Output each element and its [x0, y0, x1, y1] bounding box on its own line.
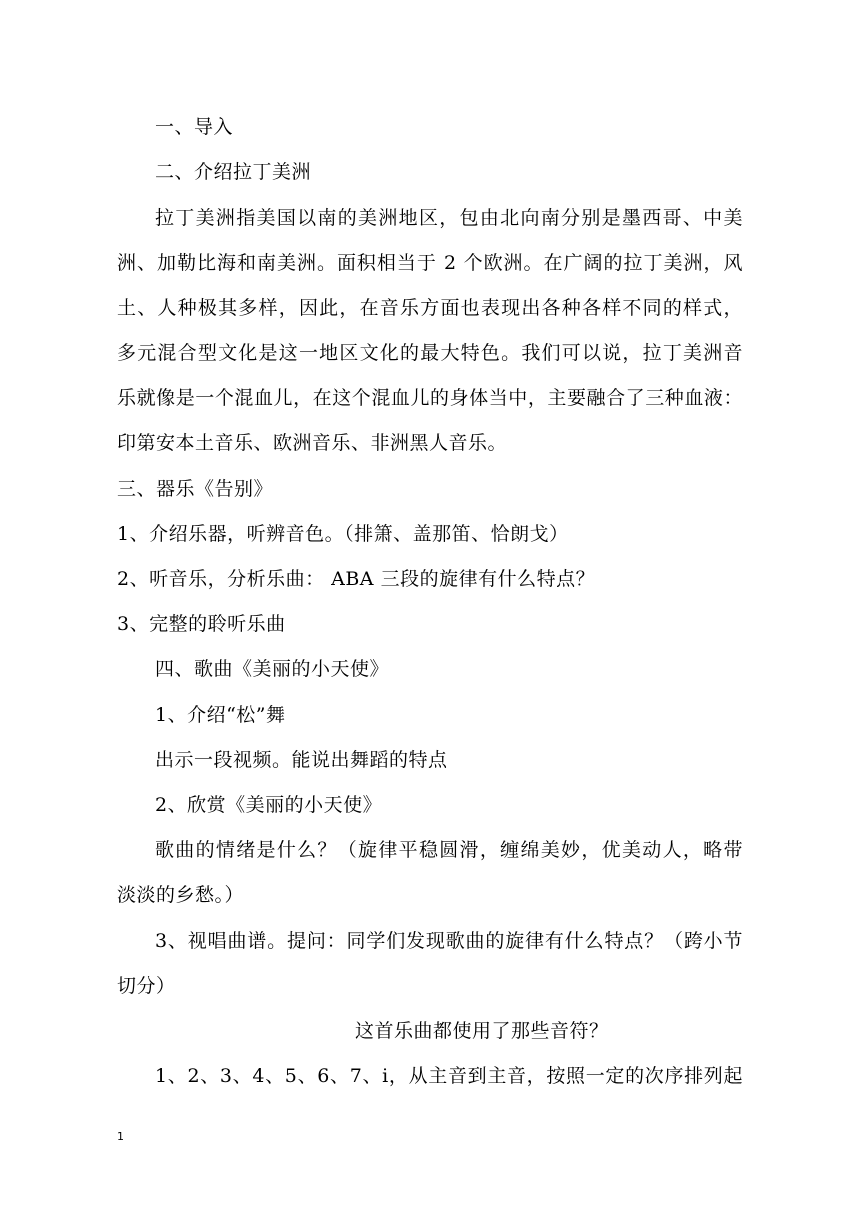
heading-instrumental: 三、器乐《告别》 — [117, 478, 274, 500]
paragraph-line: 拉丁美洲指美国以南的美洲地区，包由北向南分别是墨西哥、中美 — [155, 207, 743, 229]
page-number: 1 — [117, 1130, 124, 1143]
list-item: 1、介绍乐器，听辨音色。（排箫、盖那笛、恰朗戈） — [117, 523, 569, 545]
paragraph-line: 1、2、3、4、5、6、7、i，从主音到主音，按照一定的次序排列起 — [155, 1065, 743, 1087]
heading-intro: 一、导入 — [155, 116, 234, 138]
paragraph-line: 多元混合型文化是这一地区文化的最大特色。我们可以说，拉丁美洲音 — [117, 342, 743, 364]
centered-question: 这首乐曲都使用了那些音符？ — [355, 1020, 609, 1042]
paragraph-line: 洲、加勒比海和南美洲。面积相当于 2 个欧洲。在广阔的拉丁美洲，风 — [117, 252, 743, 274]
paragraph-line: 出示一段视频。能说出舞蹈的特点 — [155, 749, 448, 771]
paragraph-line: 切分） — [117, 975, 176, 997]
list-item: 2、听音乐，分析乐曲： ABA 三段的旋律有什么特点？ — [117, 568, 596, 590]
paragraph-line: 歌曲的情绪是什么？（旋律平稳圆滑，缠绵美妙，优美动人，略带 — [155, 839, 743, 861]
heading-latin-america: 二、介绍拉丁美洲 — [155, 161, 312, 183]
paragraph-line: 土、人种极其多样，因此，在音乐方面也表现出各种各样不同的样式， — [117, 297, 743, 319]
list-item: 2、欣赏《美丽的小天使》 — [155, 794, 383, 816]
paragraph-line: 乐就像是一个混血儿，在这个混血儿的身体当中，主要融合了三种血液： — [117, 387, 743, 409]
heading-song: 四、歌曲《美丽的小天使》 — [155, 658, 390, 680]
paragraph-line: 淡淡的乡愁。） — [117, 884, 245, 906]
paragraph-line: 印第安本土音乐、欧洲音乐、非洲黑人音乐。 — [117, 432, 508, 454]
list-item: 1、介绍“松”舞 — [155, 704, 286, 726]
paragraph-line: 3、视唱曲谱。提问：同学们发现歌曲的旋律有什么特点？（跨小节 — [155, 930, 743, 952]
list-item: 3、完整的聆听乐曲 — [117, 613, 286, 635]
